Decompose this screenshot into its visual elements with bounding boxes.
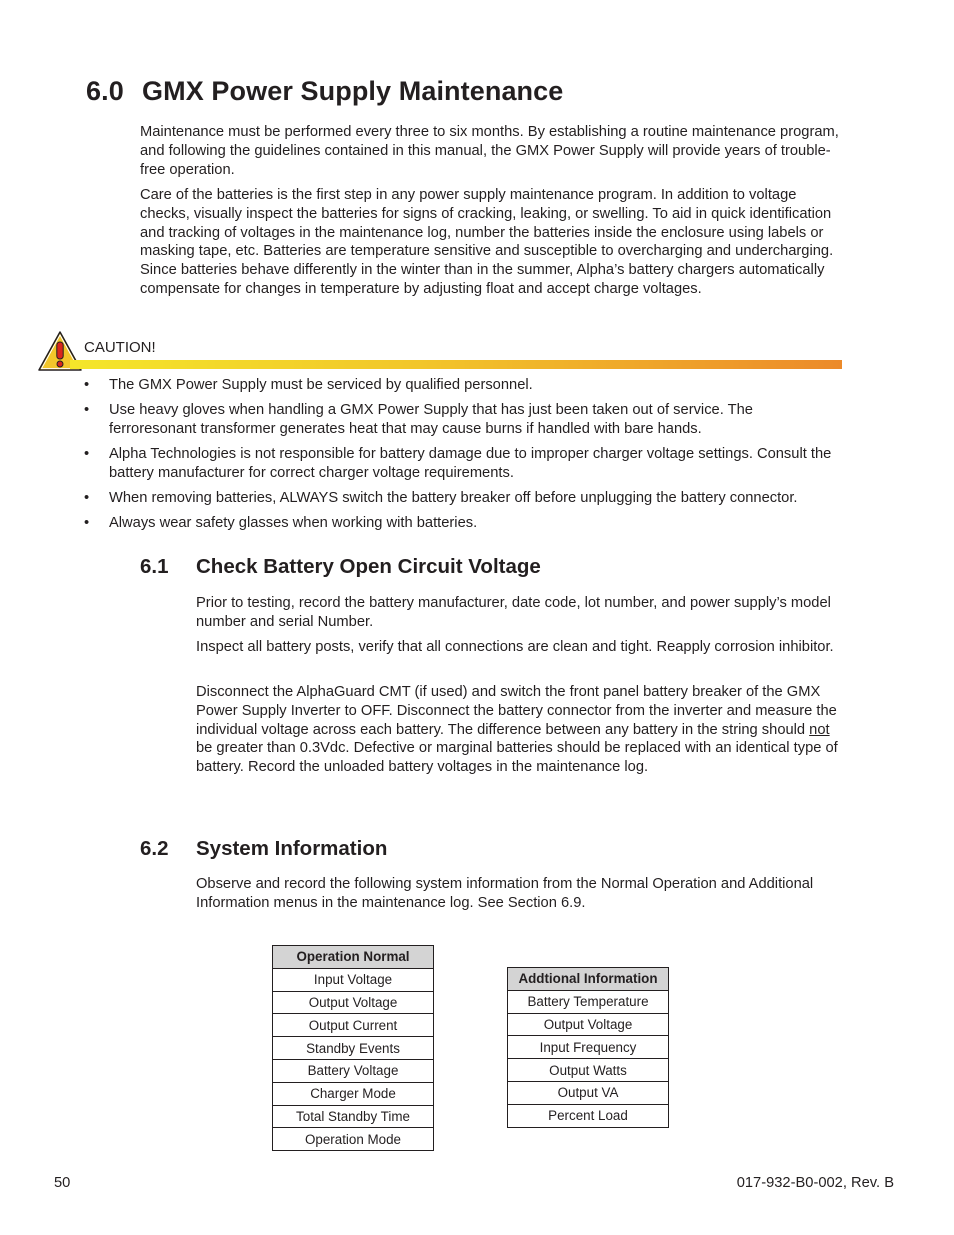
section-6-1-paragraph-2: Inspect all battery posts, verify that all connections are clean and tight. Reapply corrosion inhibitor. xyxy=(196,639,834,655)
list-item: • Always wear safety glasses when working with batteries. xyxy=(84,514,478,531)
list-item: • The GMX Power Supply must be serviced by qualified personnel. xyxy=(84,377,533,393)
section-6-1-paragraph-3: Disconnect the AlphaGuard CMT (if used) and switch the front panel battery breaker of the GMX Power Supply Inverter to OFF. Disconnect the battery connector from the inverter and measure the individual voltage across each battery. The difference between any battery in the string should not be greater than 0.3Vdc. Defective or marginal batteries should be replaced with an identical type of battery. Record the unloaded battery voltages in the maintenance log. xyxy=(196,684,838,776)
table-header: Addtional Information xyxy=(508,968,669,991)
list-item: • Alpha Technologies is not responsible for battery damage due to improper charger voltage settings. Consult the battery manufacturer for correct charger voltage requirements. xyxy=(84,445,832,481)
list-item: • When removing batteries, ALWAYS switch the battery breaker off before unplugging the battery connector. xyxy=(84,489,798,506)
table-cell: Output Voltage xyxy=(508,1013,669,1036)
table-cell: Output Current xyxy=(273,1014,434,1037)
table-header: Operation Normal xyxy=(273,946,434,969)
additional-information-table xyxy=(507,967,669,1128)
table-cell: Battery Voltage xyxy=(273,1059,434,1082)
table-cell: Total Standby Time xyxy=(273,1105,434,1128)
caution-label: CAUTION! xyxy=(84,339,156,356)
intro-paragraph-2: Care of the batteries is the first step in any power supply maintenance program. In addition to voltage checks, visually inspect the batteries for signs of cracking, leaking, or swelling. To aid in quick identification and tracking of voltages in the maintenance log, number the batteries inside the enclosure using labels or masking tape, etc. Batteries are temperature sensitive and susceptible to overcharging and undercharging. Since batteries behave differently in the winter than in the summer, Alpha’s battery chargers automatically compensate for changes in temperature by adjusting float and accept charge voltages. xyxy=(140,187,834,297)
section-heading-6-2: 6.2 System Information xyxy=(140,837,388,860)
section-number: 6.0 xyxy=(86,76,124,106)
section-6-1-paragraph-1: Prior to testing, record the battery manufacturer, date code, lot number, and power supply’s model number and serial Number. xyxy=(196,595,831,630)
table-cell: Output Voltage xyxy=(273,991,434,1014)
bullet-glyph: • xyxy=(84,402,90,419)
bullet-glyph: • xyxy=(84,377,90,393)
bullet-glyph: • xyxy=(84,514,90,531)
page-title xyxy=(86,76,563,107)
table-cell: Operation Mode xyxy=(273,1128,434,1151)
table-cell: Output VA xyxy=(508,1081,669,1104)
bullet-glyph: • xyxy=(84,489,90,506)
page-number: 50 xyxy=(54,1175,71,1191)
document-id: 017-932-B0-002, Rev. B xyxy=(736,1175,894,1191)
table-cell: Percent Load xyxy=(508,1104,669,1127)
operation-normal-table xyxy=(272,945,434,1151)
caution-bar xyxy=(70,360,842,369)
intro-paragraph-1: Maintenance must be performed every three to six months. By establishing a routine maintenance program, and following the guidelines contained in this manual, the GMX Power Supply will provide years of trouble-free operation. xyxy=(140,124,839,178)
bullet-glyph: • xyxy=(84,445,90,462)
list-item: • Use heavy gloves when handling a GMX Power Supply that has just been taken out of service. The ferroresonant transformer generates heat that may cause burns if handled with bare hands. xyxy=(84,402,753,437)
table-cell: Input Frequency xyxy=(508,1036,669,1059)
table-cell: Battery Temperature xyxy=(508,990,669,1013)
underlined-word: not xyxy=(809,721,830,738)
table-cell: Standby Events xyxy=(273,1037,434,1060)
table-cell: Input Voltage xyxy=(273,968,434,991)
section-6-2-paragraph-1: Observe and record the following system information from the Normal Operation and Additional Information menus in the maintenance log. See Section 6.9. xyxy=(196,876,814,911)
table-cell: Output Watts xyxy=(508,1059,669,1082)
caution-list xyxy=(84,376,844,539)
table-cell: Charger Mode xyxy=(273,1082,434,1105)
section-heading-6-1: 6.1 Check Battery Open Circuit Voltage xyxy=(140,555,541,578)
section-title: GMX Power Supply Maintenance xyxy=(142,76,564,106)
